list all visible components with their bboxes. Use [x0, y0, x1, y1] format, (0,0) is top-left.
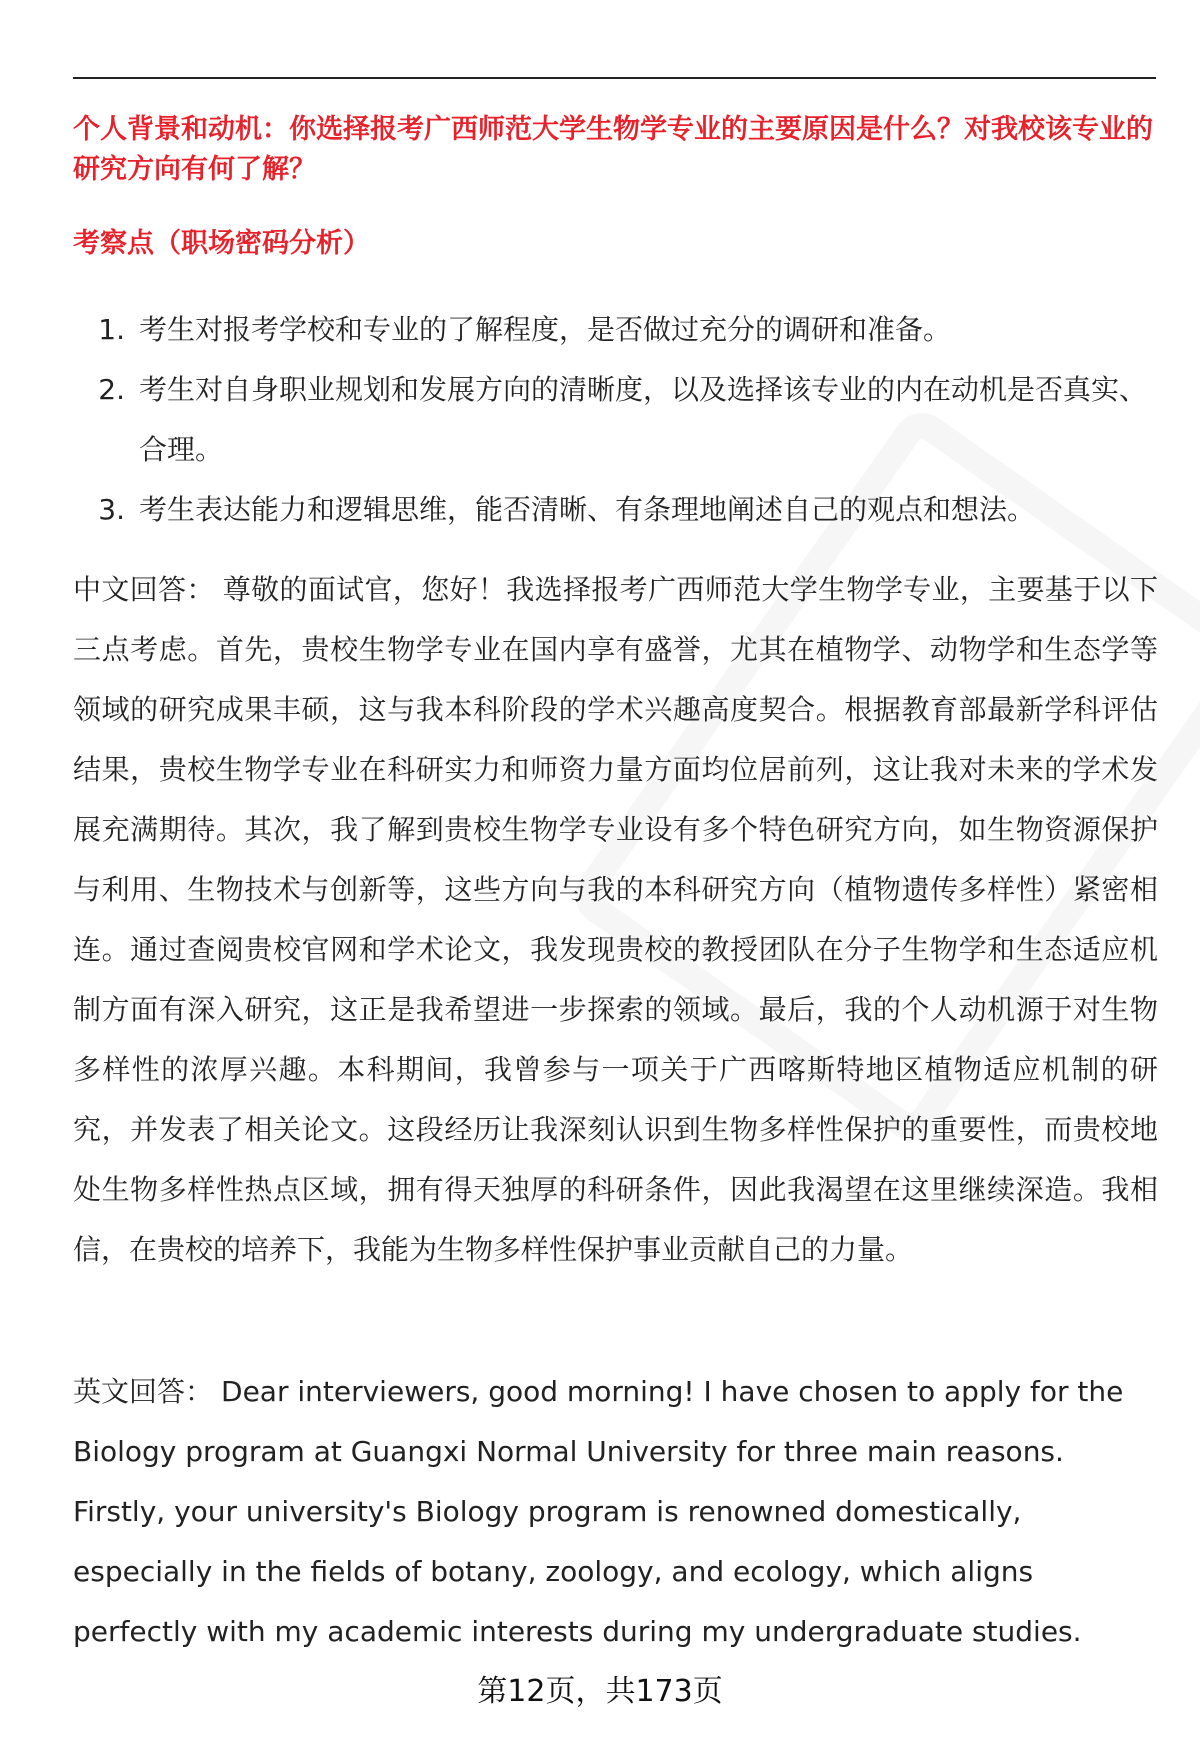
chinese-answer [73, 560, 1158, 1280]
assessment-points [73, 300, 1158, 540]
list-number: 2. [98, 373, 125, 406]
header-rule [73, 77, 1156, 79]
list-item [73, 300, 1158, 360]
english-answer-line: especially in the fields of botany, zoology, and ecology, which aligns [73, 1555, 1034, 1588]
list-number: 3. [98, 493, 125, 526]
list-text: 考生表达能力和逻辑思维，能否清晰、有条理地阐述自己的观点和想法。 [139, 493, 1036, 526]
english-answer-line: perfectly with my academic interests during my undergraduate studies. [73, 1615, 1082, 1648]
english-answer-text: Dear interviewers, good morning! I have chosen to apply for the [221, 1375, 1124, 1408]
list-text: 考生对自身职业规划和发展方向的清晰度，以及选择该专业的内在动机是否真实、合理。 [139, 373, 1148, 466]
assessment-heading: 考察点（职场密码分析） [73, 228, 370, 259]
english-answer-line: Firstly, your university's Biology program is renowned domestically, [73, 1495, 1022, 1528]
list-item [73, 360, 1158, 480]
list-text: 考生对报考学校和专业的了解程度，是否做过充分的调研和准备。 [139, 313, 952, 346]
question-heading: 个人背景和动机：你选择报考广西师范大学生物学专业的主要原因是什么？对我校该专业的研究方向有何了解？ [73, 114, 1153, 185]
chinese-answer-text: 尊敬的面试官，您好！我选择报考广西师范大学生物学专业，主要基于以下三点考虑。首先，贵校生物学专业在国内享有盛誉，尤其在植物学、动物学和生态学等领域的研究成果丰硕，这与我本科阶段的学术兴趣高度契合。根据教育部最新学科评估结果，贵校生物学专业在科研实力和师资力量方面均位居前列，这让我对未来的学术发展充满期待。其次，我了解到贵校生物学专业设有多个特色研究方向，如生物资源保护与利用、生物技术与创新等，这些方向与我的本科研究方向（植物遗传多样性）紧密相连。通过查阅贵校官网和学术论文，我发现贵校的教授团队在分子生物学和生态适应机制方面有深入研究，这正是我希望进一步探索的领域。最后，我的个人动机源于对生物多样性的浓厚兴趣。本科期间，我曾参与一项关于广西喀斯特地区植物适应机制的研究，并发表了相关论文。这段经历让我深刻认识到生物多样性保护的重要性，而贵校地处生物多样性热点区域，拥有得天独厚的科研条件，因此我渴望在这里继续深造。我相信，在贵校的培养下，我能为生物多样性保护事业贡献自己的力量。 [73, 573, 1158, 1266]
list-number: 1. [98, 313, 125, 346]
english-answer-label: 英文回答： [73, 1375, 214, 1408]
english-answer [73, 1362, 1158, 1662]
english-answer-line [73, 1362, 1158, 1422]
list-item [73, 480, 1158, 540]
chinese-answer-label: 中文回答： [73, 573, 215, 606]
english-answer-line: Biology program at Guangxi Normal University for three main reasons. [73, 1435, 1064, 1468]
page-number: 第12页，共173页 [477, 1674, 723, 1709]
